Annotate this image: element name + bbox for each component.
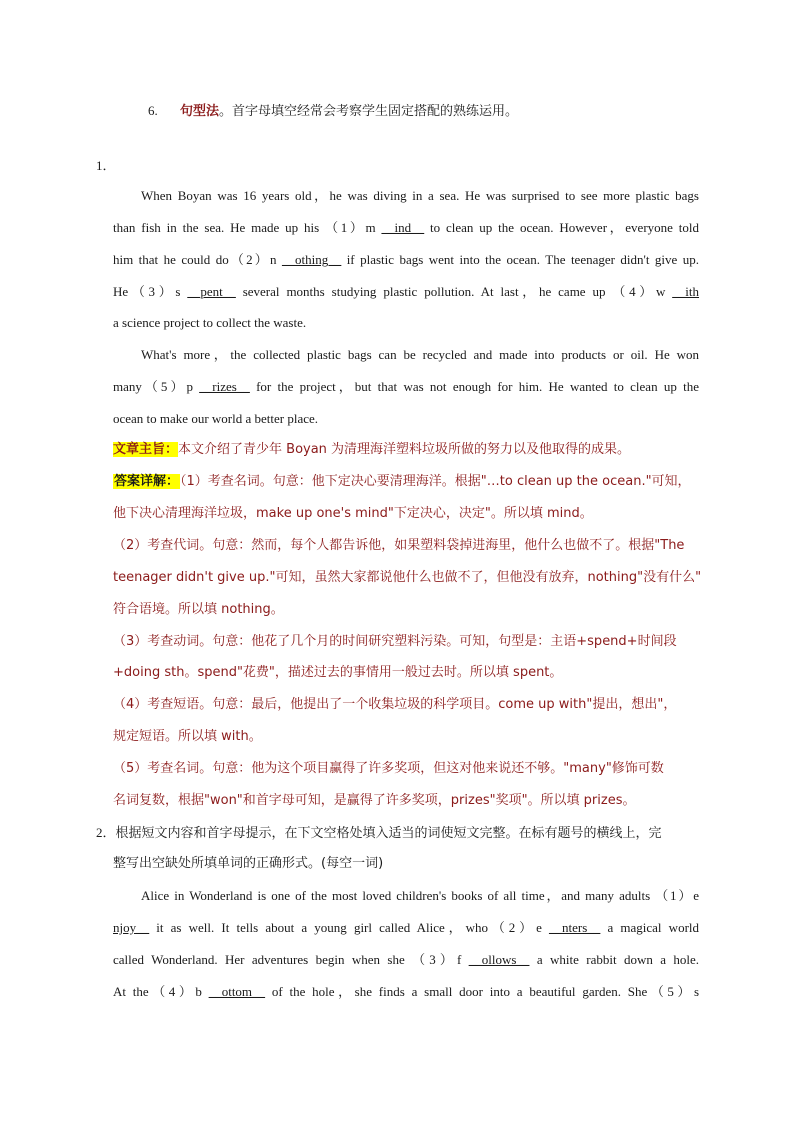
- q1-p1-line2: [113, 218, 699, 238]
- q1-p1-line4: [113, 282, 699, 302]
- text-span: for the project，but that was not enough for him. He wanted to clean up the: [256, 379, 700, 394]
- text-span: if plastic bags went into the ocean. The teenager didn't give up.: [346, 252, 700, 267]
- answer-1-line2: 他下决心清理海洋垃圾，make up one's mind"下定决心，决定"。所以填 mind。: [113, 506, 593, 521]
- answer-1-text: （1）考查名词。句意：他下定决心要清理海洋。根据"…to clean up the ocean."可知，: [180, 474, 691, 489]
- q1-p2-line3: ocean to make our world a better place.: [113, 411, 319, 426]
- section-title: 句型法: [180, 104, 220, 119]
- q2-p1-line1: Alice in Wonderland is one of the most loved children's books of all time，and many adults （1）e: [141, 888, 699, 903]
- answer-3-line2: +doing sth。spend"花费"，描述过去的事情用一般过去时。所以填 spent。: [113, 665, 563, 680]
- q1-p1-line5: a science project to collect the waste.: [113, 315, 307, 330]
- instruction-text: 根据短文内容和首字母提示，在下文空格处填入适当的词使短文完整。在标有题号的横线上，完: [115, 826, 662, 841]
- q2-p1-line2: [113, 918, 699, 938]
- q1-p1-line3: [113, 250, 699, 270]
- text-span: a magical world: [607, 920, 700, 935]
- answer-blank-1: __ind__: [381, 220, 425, 235]
- text-span: several months studying plastic pollution. At last，he came up （4）w: [242, 284, 666, 299]
- answer-4-line2: 规定短语。所以填 with。: [113, 729, 262, 744]
- answer-5-line1: （5）考查名词。句意：他为这个项目赢得了许多奖项，但这对他来说还不够。"many"修饰可数: [113, 761, 664, 776]
- q2-answer-blank-3: __ollows__: [468, 952, 530, 967]
- answer-3-line1: （3）考查动词。句意：他花了几个月的时间研究塑料污染。可知，句型是：主语+spend+时间段: [113, 634, 677, 649]
- question-2-number: 2．: [96, 825, 116, 840]
- question-1-number: 1．: [96, 158, 116, 173]
- text-span: of the hole，she finds a small door into a beautiful garden. She（5）s: [271, 984, 700, 999]
- answer-2-line1: （2）考查代词。句意：然而，每个人都告诉他，如果塑料袋掉进海里，他什么也做不了。根据"The: [113, 538, 685, 553]
- text-span: He（3）s: [113, 284, 181, 299]
- theme-text: 本文介绍了青少年 Boyan 为清理海洋塑料垃圾所做的努力以及他取得的成果。: [178, 442, 631, 457]
- answer-line-1: [113, 472, 691, 492]
- answer-2-line3: 符合语境。所以填 nothing。: [113, 602, 284, 617]
- text-span: a white rabbit down a hole.: [536, 952, 700, 967]
- text-span: called Wonderland. Her adventures begin when she （3）f: [113, 952, 462, 967]
- q2-p1-line3: [113, 950, 699, 970]
- answer-blank-5: __rizes__: [199, 379, 250, 394]
- answer-5-line2: 名词复数，根据"won"和首字母可知，是赢得了许多奖项，prizes"奖项"。所以填 prizes。: [113, 793, 636, 808]
- answer-blank-2: __othing__: [281, 252, 342, 267]
- answer-label: 答案详解：: [114, 474, 180, 489]
- section-desc: 。首字母填空经常会考察学生固定搭配的熟练运用。: [219, 104, 519, 119]
- q1-p1-line1: When Boyan was 16 years old，he was diving in a sea. He was surprised to see more plastic bags: [141, 188, 699, 203]
- theme-label: 文章主旨：: [113, 442, 179, 457]
- q1-p2-line2: [113, 377, 699, 397]
- text-span: him that he could do（2）n: [113, 252, 277, 267]
- theme-line: [113, 440, 630, 460]
- answer-4-line1: （4）考查短语。句意：最后，他提出了一个收集垃圾的科学项目。come up with"提出，想出"，: [113, 697, 677, 712]
- q2-answer-blank-2: __nters__: [549, 920, 601, 935]
- q2-answer-blank-4: __ottom__: [208, 984, 266, 999]
- answer-2-line2: teenager didn't give up."可知，虽然大家都说他什么也做不了，但他没有放弃，nothing"没有什么": [113, 570, 702, 585]
- q1-p2-line1: What's more，the collected plastic bags can be recycled and made into products or oil. He won: [141, 347, 699, 362]
- text-span: it as well. It tells about a young girl called Alice，who（2）e: [156, 920, 542, 935]
- answer-blank-3: __pent__: [187, 284, 236, 299]
- q2-answer-blank-1: njoy__: [113, 920, 150, 935]
- text-span: At the（4）b: [113, 984, 202, 999]
- q2-p1-line4: [113, 982, 699, 1002]
- question-2-instruction-line2: 整写出空缺处所填单词的正确形式。(每空一词): [113, 856, 384, 871]
- question-2-instruction-line1: [96, 823, 662, 844]
- text-span: than fish in the sea. He made up his （1）m: [113, 220, 376, 235]
- section-heading: [148, 101, 518, 122]
- text-span: many（5）p: [113, 379, 193, 394]
- text-span: to clean up the ocean. However，everyone told: [430, 220, 700, 235]
- section-number: 6.: [148, 103, 158, 118]
- answer-blank-4: __ith: [672, 284, 700, 299]
